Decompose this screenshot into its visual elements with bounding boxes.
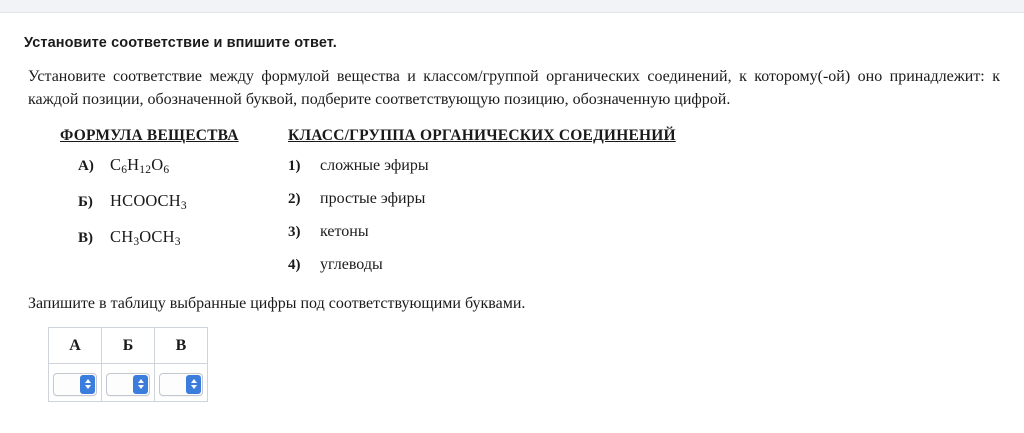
- table-row: [49, 364, 208, 402]
- substance-marker: А): [78, 158, 94, 175]
- list-item: [288, 190, 429, 208]
- stepper-icon[interactable]: [80, 375, 95, 394]
- substance-marker: Б): [78, 194, 93, 211]
- top-bar: [0, 0, 1024, 13]
- class-list: [288, 155, 429, 289]
- page-title: Установите соответствие и впишите ответ.: [24, 35, 337, 51]
- substance-formula: $CH_3OCH_3$: [110, 227, 181, 249]
- substance-marker: В): [78, 230, 93, 247]
- list-item: [60, 155, 288, 175]
- answer-cell-b: [102, 364, 155, 402]
- column-headers: [60, 127, 1000, 145]
- column-header-formula: ФОРМУЛА ВЕЩЕСТВА: [60, 127, 239, 145]
- stepper-icon[interactable]: [186, 375, 201, 394]
- answer-column-header-b: Б: [102, 328, 155, 364]
- task-instruction: Установите соответствие между формулой вещества и классом/группой органических соединений, к которому(-ой) оно принадлежит: к каждой позиции, обозначенной буквой, подберите соответствующую позицию, обозначенную цифрой.: [28, 68, 1000, 109]
- table-header-row: [49, 328, 208, 364]
- class-label: сложные эфиры: [320, 157, 429, 175]
- list-item: [288, 223, 429, 241]
- class-label: углеводы: [320, 256, 383, 274]
- answer-cell-a: [49, 364, 102, 402]
- task-page: [0, 13, 1024, 402]
- stepper-icon[interactable]: [133, 375, 148, 394]
- class-marker: 3): [288, 224, 301, 241]
- class-label: простые эфиры: [320, 190, 426, 208]
- matching-area: [60, 155, 1000, 289]
- substance-formula: $C_6H_{12}O_6$: [110, 155, 170, 177]
- answer-cell-v: [155, 364, 208, 402]
- answer-column-header-a: А: [49, 328, 102, 364]
- answer-column-header-v: В: [155, 328, 208, 364]
- answer-select-v[interactable]: [159, 373, 203, 396]
- class-label: кетоны: [320, 223, 369, 241]
- answer-select-b[interactable]: [106, 373, 150, 396]
- list-item: [60, 227, 288, 247]
- column-header-class: КЛАСС/ГРУППА ОРГАНИЧЕСКИХ СОЕДИНЕНИЙ: [288, 127, 676, 145]
- answer-select-a[interactable]: [53, 373, 97, 396]
- list-item: [288, 157, 429, 175]
- answer-note: Запишите в таблицу выбранные цифры под соответствующими буквами.: [28, 295, 526, 313]
- answer-table: [48, 327, 208, 402]
- substance-list: [60, 155, 288, 289]
- list-item: [60, 191, 288, 211]
- substance-formula: $HCOOCH_3$: [110, 191, 187, 213]
- class-marker: 2): [288, 191, 301, 208]
- list-item: [288, 256, 429, 274]
- class-marker: 4): [288, 257, 301, 274]
- class-marker: 1): [288, 158, 301, 175]
